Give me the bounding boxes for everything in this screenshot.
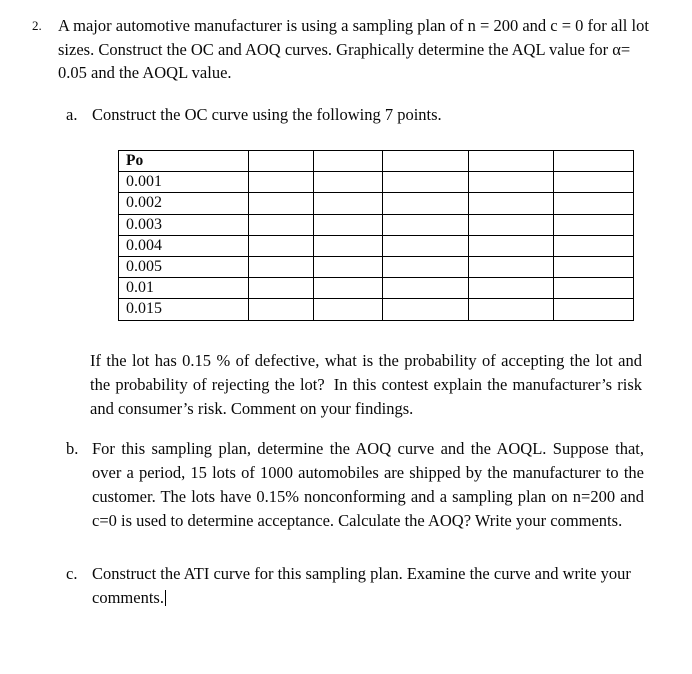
table-cell[interactable]	[249, 172, 314, 193]
table-cell-po-value[interactable]: 0.003	[119, 214, 249, 235]
table-row	[119, 214, 634, 235]
table-cell[interactable]	[383, 278, 469, 299]
table-cell[interactable]	[383, 172, 469, 193]
table-cell[interactable]	[554, 257, 634, 278]
table-cell[interactable]	[554, 214, 634, 235]
table-cell[interactable]	[554, 299, 634, 320]
table-cell[interactable]	[469, 214, 554, 235]
part-a-text: Construct the OC curve using the following 7 points.	[92, 105, 442, 124]
table-cell[interactable]	[314, 235, 383, 256]
table-cell[interactable]	[249, 193, 314, 214]
table-cell-po-value[interactable]: 0.001	[119, 172, 249, 193]
table-cell[interactable]	[469, 278, 554, 299]
table-cell[interactable]	[314, 299, 383, 320]
part-b-text: For this sampling plan, determine the AOQ curve and the AOQL. Suppose that, over a period, 15 lots of 1000 automobiles are shipped by the manufacturer to the customer. The lots have 0.15% nonconforming and a sampling plan on n=200 and c=0 is used to determine acceptance. Calculate the AOQ? Write your comments.	[92, 439, 644, 530]
part-b	[66, 437, 644, 533]
table-cell[interactable]	[383, 299, 469, 320]
table-cell[interactable]	[314, 278, 383, 299]
table-cell[interactable]	[249, 278, 314, 299]
table-cell[interactable]	[554, 235, 634, 256]
table-header-cell-4[interactable]	[383, 151, 469, 172]
table-row	[119, 257, 634, 278]
table-cell-po-value[interactable]: 0.004	[119, 235, 249, 256]
table-cell[interactable]	[314, 214, 383, 235]
table-cell[interactable]	[554, 193, 634, 214]
table-cell[interactable]	[249, 257, 314, 278]
part-a	[66, 103, 626, 127]
table-header-row	[119, 151, 634, 172]
part-b-letter: b.	[66, 439, 79, 458]
table-cell[interactable]	[314, 193, 383, 214]
part-c-text: Construct the ATI curve for this sampling plan. Examine the curve and write your comments.	[92, 564, 631, 607]
table-cell[interactable]	[383, 257, 469, 278]
part-c	[66, 562, 644, 610]
text-cursor-caret	[165, 590, 166, 606]
question-item-2	[30, 14, 650, 85]
table-cell[interactable]	[469, 193, 554, 214]
table-cell[interactable]	[469, 299, 554, 320]
table-row	[119, 193, 634, 214]
table-cell[interactable]	[383, 193, 469, 214]
table-cell[interactable]	[469, 235, 554, 256]
table-header-cell-5[interactable]	[469, 151, 554, 172]
part-c-letter: c.	[66, 564, 78, 583]
table-cell[interactable]	[249, 214, 314, 235]
part-c-text-wrap	[92, 562, 644, 610]
table-row	[119, 235, 634, 256]
table-header-cell-po: Po	[119, 151, 249, 172]
oc-table-container	[118, 150, 634, 321]
table-cell[interactable]	[249, 299, 314, 320]
table-cell[interactable]	[554, 172, 634, 193]
risk-paragraph	[90, 349, 642, 421]
table-cell[interactable]	[249, 235, 314, 256]
question-number: 2.	[32, 18, 42, 33]
risk-paragraph-segment-2: In this contest explain the manufacturer’s risk and consumer’s risk. Comment on your findings.	[90, 375, 642, 418]
table-cell[interactable]	[383, 235, 469, 256]
table-cell-po-value[interactable]: 0.015	[119, 299, 249, 320]
table-cell-po-value[interactable]: 0.002	[119, 193, 249, 214]
table-cell[interactable]	[554, 278, 634, 299]
table-row	[119, 299, 634, 320]
table-cell-po-value[interactable]: 0.01	[119, 278, 249, 299]
oc-points-table	[118, 150, 634, 321]
question-text: A major automotive manufacturer is using a sampling plan of n = 200 and c = 0 for all lot sizes. Construct the OC and AOQ curves. Graphically determine the AQL value for α= 0.05 and the AOQL value.	[58, 16, 649, 82]
table-row	[119, 278, 634, 299]
table-cell[interactable]	[383, 214, 469, 235]
table-row	[119, 172, 634, 193]
risk-paragraph-segment-1: If the lot has 0.15 % of defective, what is the probability of accepting the lot and the probability of rejecting the lot?	[90, 351, 642, 394]
table-cell[interactable]	[469, 172, 554, 193]
table-header-cell-2[interactable]	[249, 151, 314, 172]
table-cell[interactable]	[314, 172, 383, 193]
table-cell-po-value[interactable]: 0.005	[119, 257, 249, 278]
table-cell[interactable]	[314, 257, 383, 278]
table-header-cell-6[interactable]	[554, 151, 634, 172]
part-a-letter: a.	[66, 105, 78, 124]
table-cell[interactable]	[469, 257, 554, 278]
table-header-cell-3[interactable]	[314, 151, 383, 172]
